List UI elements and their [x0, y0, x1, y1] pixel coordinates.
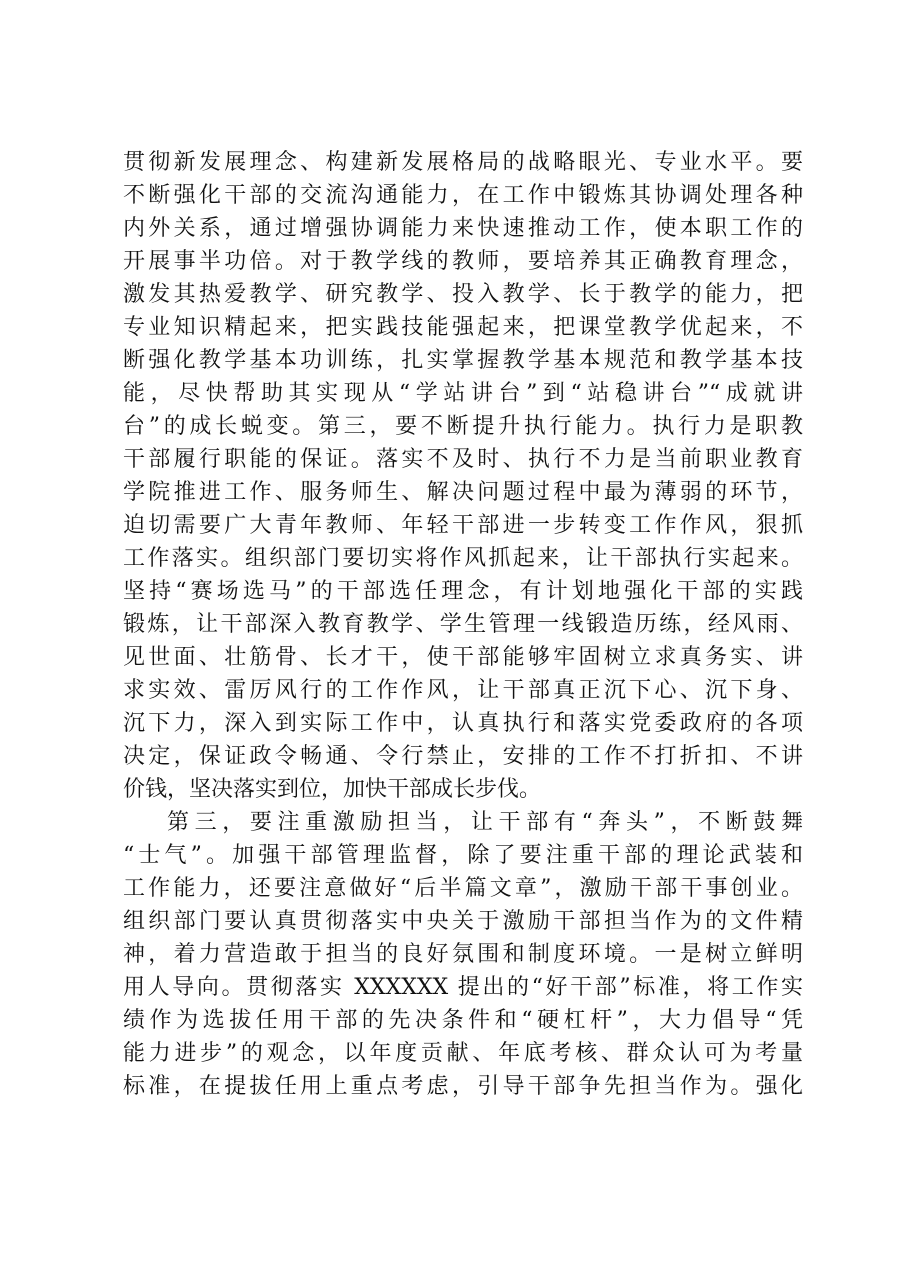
- text-line: 工作能力，还要注意做好“后半篇文章”，激励干部干事创业。: [123, 876, 803, 901]
- text-line: 组织部门要认真贯彻落实中央关于激励干部担当作为的文件精: [123, 909, 803, 934]
- text-line: 能力进步”的观念，以年度贡献、年底考核、群众认可为考量: [123, 1041, 803, 1066]
- text-line: 坚持“赛场选马”的干部选任理念，有计划地强化干部的实践: [123, 579, 803, 604]
- text-line: 决定，保证政令畅通、令行禁止，安排的工作不打折扣、不讲: [123, 744, 803, 769]
- text-line: 开展事半功倍。对于教学线的教师，要培养其正确教育理念，: [123, 249, 803, 274]
- text-line: “士气”。加强干部管理监督，除了要注重干部的理论武装和: [123, 843, 803, 868]
- text-line: 专业知识精起来，把实践技能强起来，把课堂教学优起来，不: [123, 315, 803, 340]
- paragraph-start-line: 第三，要注重激励担当，让干部有“奔头”，不断鼓舞: [167, 810, 803, 835]
- text-line: 见世面、壮筋骨、长才干，使干部能够牢固树立求真务实、讲: [123, 645, 803, 670]
- text-line: 内外关系，通过增强协调能力来快速推动工作，使本职工作的: [123, 216, 803, 241]
- text-line: 学院推进工作、服务师生、解决问题过程中最为薄弱的环节，: [123, 480, 803, 505]
- text-line: 断强化教学基本功训练，扎实掌握教学基本规范和教学基本技: [123, 348, 803, 373]
- text-line: 锻炼，让干部深入教育教学、学生管理一线锻造历练，经风雨、: [123, 612, 803, 637]
- text-line: 绩作为选拔任用干部的先决条件和“硬杠杆”，大力倡导“凭: [123, 1008, 803, 1033]
- text-line: 激发其热爱教学、研究教学、投入教学、长于教学的能力，把: [123, 282, 803, 307]
- text-line: 用人导向。贯彻落实 XXXXXX 提出的“好干部”标准，将工作实: [123, 975, 803, 1000]
- body-text: [123, 146, 803, 1103]
- text-line: 沉下力，深入到实际工作中，认真执行和落实党委政府的各项: [123, 711, 803, 736]
- text-line: 工作落实。组织部门要切实将作风抓起来，让干部执行实起来。: [123, 546, 803, 571]
- text-line: 贯彻新发展理念、构建新发展格局的战略眼光、专业水平。要: [123, 150, 803, 175]
- text-line: 神，着力营造敢于担当的良好氛围和制度环境。一是树立鲜明: [123, 942, 803, 967]
- text-line: 不断强化干部的交流沟通能力，在工作中锻炼其协调处理各种: [123, 183, 803, 208]
- text-line: 求实效、雷厉风行的工作作风，让干部真正沉下心、沉下身、: [123, 678, 803, 703]
- text-line: 能，尽快帮助其实现从“学站讲台”到“站稳讲台”“成就讲: [123, 381, 803, 406]
- text-line: 台”的成长蜕变。第三，要不断提升执行能力。执行力是职教: [123, 414, 803, 439]
- paragraph-end-line: 价钱，坚决落实到位，加快干部成长步伐。: [123, 777, 542, 802]
- text-line: 标准，在提拔任用上重点考虑，引导干部争先担当作为。强化: [123, 1074, 803, 1099]
- text-line: 干部履行职能的保证。落实不及时、执行不力是当前职业教育: [123, 447, 803, 472]
- text-line: 迫切需要广大青年教师、年轻干部进一步转变工作作风，狠抓: [123, 513, 803, 538]
